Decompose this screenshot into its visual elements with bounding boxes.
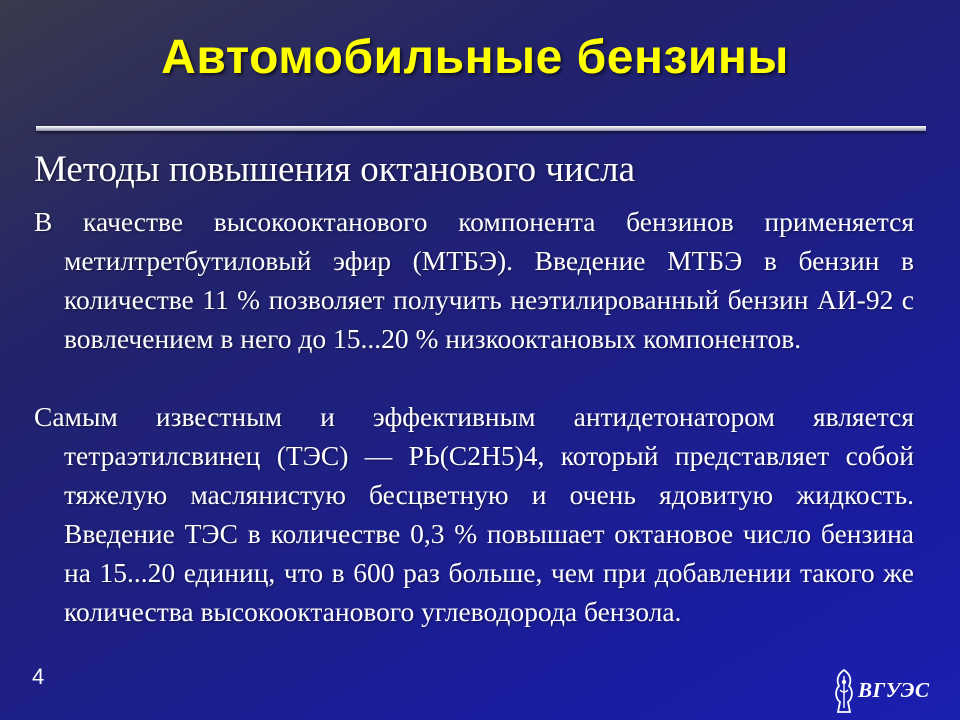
university-logo xyxy=(830,668,950,716)
paragraph-mtbe: В качестве высокооктанового компонента бензинов применяется метилтретбутиловый эфир (МТБЭ). Введение МТБЭ в бензин в количестве 11 % позволяет получить неэтилированный бензин АИ-92 с вовлечением в него до 15...20 % низкооктановых компонентов. xyxy=(34,206,914,354)
slide-subtitle: Методы повышения октанового числа xyxy=(34,149,636,190)
logo-text: ВГУЭС xyxy=(858,678,930,702)
title-divider xyxy=(36,126,926,131)
page-number: 4 xyxy=(32,664,45,689)
paragraph-tes: Самым известным и эффективным антидетонатором является тетраэтилсвинец (ТЭС) — РЬ(С2Н5)4, который представляет собой тяжелую маслянистую бесцветную и очень ядовитую жидкость. Введение ТЭС в количестве 0,3 % повышает октановое число бензина на 15...20 единиц, что в 600 раз больше, чем при добавлении такого же количества высокооктанового углеводорода бензола. xyxy=(34,401,914,627)
university-emblem-icon xyxy=(830,668,858,714)
slide-title: Автомобильные бензины xyxy=(161,31,789,84)
